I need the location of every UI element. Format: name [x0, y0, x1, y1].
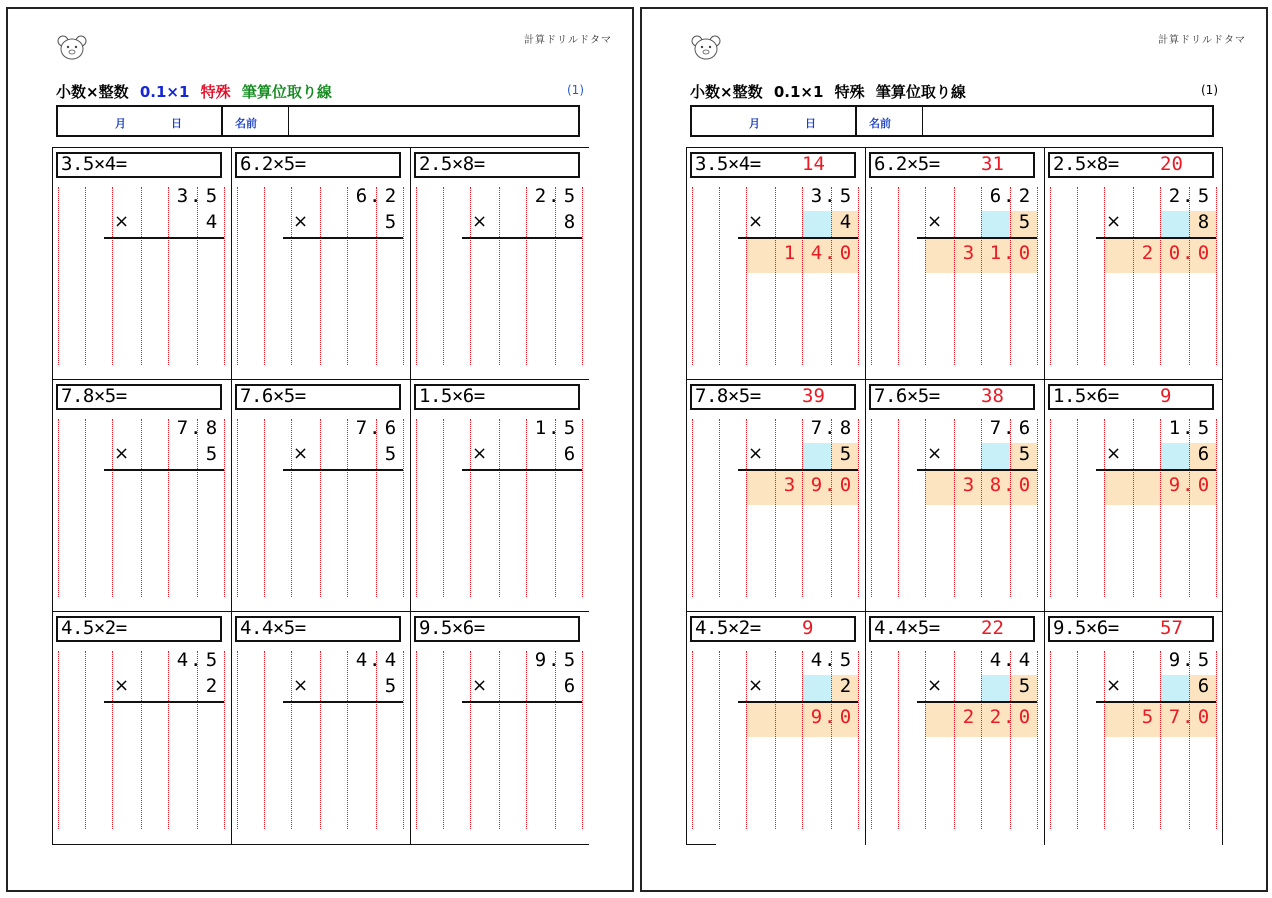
digit-a-dec: 5 — [563, 649, 576, 671]
sheet-number: (1) — [1201, 83, 1218, 97]
month-label: 月 — [749, 117, 760, 130]
answer-text: 14 — [802, 153, 825, 175]
title-topic: 小数×整数 — [690, 83, 763, 101]
digit-a-int: 7 — [176, 417, 189, 439]
problem-sheet — [6, 7, 634, 892]
digit-a-int: 4 — [355, 649, 368, 671]
times-sign: × — [293, 443, 309, 464]
problem-box — [56, 616, 222, 642]
times-sign: × — [472, 675, 488, 696]
name-date-box — [56, 105, 580, 137]
title-special: 特殊 — [200, 83, 231, 101]
digit-a-dec: 2 — [384, 185, 397, 207]
digit-a-int: 6 — [355, 185, 368, 207]
digit-a-dec: 6 — [384, 417, 397, 439]
problem-box — [414, 152, 580, 178]
digit-b: 5 — [205, 443, 218, 465]
answer-text: 22 — [981, 617, 1004, 639]
problem-text: 4.4×5= — [240, 617, 306, 639]
problem-box — [414, 616, 580, 642]
product-ones: 9 — [810, 706, 823, 728]
times-sign: × — [748, 675, 764, 696]
product-dec: 0 — [839, 474, 852, 496]
product-dec: 0 — [839, 242, 852, 264]
answer-sheet — [640, 7, 1268, 892]
problem-text: 1.5×6= — [419, 385, 485, 407]
digit-a-dec: 5 — [205, 185, 218, 207]
page-title — [690, 81, 972, 102]
product-ones: 0 — [1168, 242, 1181, 264]
times-sign: × — [293, 211, 309, 232]
times-sign: × — [927, 443, 943, 464]
title-level: 0.1×1 — [139, 83, 190, 101]
digit-a-int: 7 — [810, 417, 823, 439]
digit-b: 5 — [384, 211, 397, 233]
problem-text: 3.5×4= — [61, 153, 127, 175]
problem-7: 4.5×2= × 4 . 5 2 — [52, 611, 231, 843]
problem-box — [235, 384, 401, 410]
product-ones: 1 — [989, 242, 1002, 264]
digit-b: 5 — [1018, 211, 1031, 233]
product-tens: 3 — [962, 474, 975, 496]
problem-text: 6.2×5= — [874, 153, 940, 175]
digit-a-int: 2 — [534, 185, 547, 207]
digit-b: 2 — [205, 675, 218, 697]
problem-box — [235, 152, 401, 178]
problem-5: 7.6×5= × 7 . 6 5 — [231, 379, 410, 611]
problem-text: 6.2×5= — [240, 153, 306, 175]
page-title — [56, 81, 338, 102]
product-tens: 2 — [962, 706, 975, 728]
product-dec: 0 — [1018, 242, 1031, 264]
answer-1: 3.5×4= 14 × 3 . 5 4 1 4 . 0 — [686, 147, 865, 379]
digit-a-dec: 5 — [839, 649, 852, 671]
month-label: 月 — [115, 117, 126, 130]
problem-text: 2.5×8= — [1053, 153, 1119, 175]
digit-a-dec: 5 — [1197, 185, 1210, 207]
answer-text: 9 — [1160, 385, 1172, 407]
digit-a-int: 9 — [1168, 649, 1181, 671]
problem-box — [690, 152, 856, 178]
product-ones: 9 — [1168, 474, 1181, 496]
digit-a-dec: 5 — [1197, 649, 1210, 671]
product-tens: 2 — [1141, 242, 1154, 264]
problem-text: 4.5×2= — [695, 617, 761, 639]
answer-5: 7.6×5= 38 × 7 . 6 5 3 8 . 0 — [865, 379, 1044, 611]
digit-a-int: 7 — [989, 417, 1002, 439]
title-method: 筆算位取り線 — [241, 83, 332, 101]
digit-a-dec: 8 — [839, 417, 852, 439]
digit-b: 5 — [384, 675, 397, 697]
bear-face-icon — [56, 33, 88, 61]
brand-name: 計算ドリルドタマ — [1158, 35, 1246, 46]
problem-box — [1048, 152, 1214, 178]
product-tens: 3 — [783, 474, 796, 496]
digit-a-int: 7 — [355, 417, 368, 439]
digit-b: 5 — [384, 443, 397, 465]
digit-b: 5 — [839, 443, 852, 465]
answer-text: 57 — [1160, 617, 1183, 639]
problem-2: 6.2×5= × 6 . 2 5 — [231, 147, 410, 379]
answer-8: 4.4×5= 22 × 4 . 4 5 2 2 . 0 — [865, 611, 1044, 843]
digit-a-dec: 5 — [205, 649, 218, 671]
digit-b: 5 — [1018, 675, 1031, 697]
product-ones: 7 — [1168, 706, 1181, 728]
digit-b: 6 — [563, 443, 576, 465]
problem-6: 1.5×6= × 1 . 5 6 — [410, 379, 589, 611]
answer-7: 4.5×2= 9 × 4 . 5 2 9 . 0 — [686, 611, 865, 843]
times-sign: × — [748, 211, 764, 232]
digit-a-int: 4 — [989, 649, 1002, 671]
product-dec: 0 — [1197, 706, 1210, 728]
digit-b: 6 — [1197, 675, 1210, 697]
digit-a-int: 2 — [1168, 185, 1181, 207]
digit-a-dec: 4 — [1018, 649, 1031, 671]
answer-grid — [686, 147, 1223, 845]
answer-text: 31 — [981, 153, 1004, 175]
product-ones: 9 — [810, 474, 823, 496]
problem-4: 7.8×5= × 7 . 8 5 — [52, 379, 231, 611]
problem-3: 2.5×8= × 2 . 5 8 — [410, 147, 589, 379]
name-label: 名前 — [869, 117, 891, 130]
digit-a-int: 1 — [534, 417, 547, 439]
product-dec: 0 — [1018, 474, 1031, 496]
problem-8: 4.4×5= × 4 . 4 5 — [231, 611, 410, 843]
sheet-number: (1) — [567, 83, 584, 97]
problem-text: 2.5×8= — [419, 153, 485, 175]
problem-box — [414, 384, 580, 410]
problem-box — [56, 152, 222, 178]
name-date-box — [690, 105, 1214, 137]
problem-box — [1048, 384, 1214, 410]
answer-text: 20 — [1160, 153, 1183, 175]
bear-face-icon — [690, 33, 722, 61]
digit-a-int: 3 — [176, 185, 189, 207]
problem-box — [690, 616, 856, 642]
day-label: 日 — [805, 117, 816, 130]
digit-b: 8 — [1197, 211, 1210, 233]
answer-3: 2.5×8= 20 × 2 . 5 8 2 0 . 0 — [1044, 147, 1223, 379]
times-sign: × — [114, 675, 130, 696]
answer-2: 6.2×5= 31 × 6 . 2 5 3 1 . 0 — [865, 147, 1044, 379]
problem-text: 9.5×6= — [1053, 617, 1119, 639]
day-label: 日 — [171, 117, 182, 130]
digit-a-dec: 5 — [563, 185, 576, 207]
problem-box — [869, 384, 1035, 410]
product-ones: 4 — [810, 242, 823, 264]
date-field[interactable] — [58, 107, 223, 135]
problem-text: 7.6×5= — [874, 385, 940, 407]
times-sign: × — [1106, 675, 1122, 696]
times-sign: × — [1106, 211, 1122, 232]
digit-b: 5 — [1018, 443, 1031, 465]
problem-box — [869, 152, 1035, 178]
digit-a-int: 3 — [810, 185, 823, 207]
digit-a-int: 9 — [534, 649, 547, 671]
digit-b: 4 — [839, 211, 852, 233]
problem-box — [690, 384, 856, 410]
times-sign: × — [1106, 443, 1122, 464]
digit-a-dec: 5 — [563, 417, 576, 439]
problem-box — [56, 384, 222, 410]
digit-a-dec: 2 — [1018, 185, 1031, 207]
times-sign: × — [927, 675, 943, 696]
problem-text: 4.4×5= — [874, 617, 940, 639]
product-tens: 5 — [1141, 706, 1154, 728]
product-dec: 0 — [1197, 242, 1210, 264]
digit-a-dec: 8 — [205, 417, 218, 439]
problem-box — [235, 616, 401, 642]
problem-text: 9.5×6= — [419, 617, 485, 639]
title-topic: 小数×整数 — [56, 83, 129, 101]
digit-a-dec: 5 — [1197, 417, 1210, 439]
times-sign: × — [472, 211, 488, 232]
problem-box — [1048, 616, 1214, 642]
title-special: 特殊 — [834, 83, 865, 101]
digit-a-dec: 4 — [384, 649, 397, 671]
problem-box — [869, 616, 1035, 642]
product-tens: 3 — [962, 242, 975, 264]
problem-grid — [52, 147, 589, 845]
answer-9: 9.5×6= 57 × 9 . 5 6 5 7 . 0 — [1044, 611, 1223, 843]
problem-text: 7.6×5= — [240, 385, 306, 407]
times-sign: × — [748, 443, 764, 464]
answer-text: 39 — [802, 385, 825, 407]
product-ones: 8 — [989, 474, 1002, 496]
digit-b: 6 — [1197, 443, 1210, 465]
times-sign: × — [927, 211, 943, 232]
name-label-cell — [857, 107, 923, 135]
product-dec: 0 — [1197, 474, 1210, 496]
digit-b: 2 — [839, 675, 852, 697]
digit-a-dec: 5 — [839, 185, 852, 207]
digit-a-int: 6 — [989, 185, 1002, 207]
product-tens: 1 — [783, 242, 796, 264]
times-sign: × — [293, 675, 309, 696]
problem-text: 3.5×4= — [695, 153, 761, 175]
times-sign: × — [472, 443, 488, 464]
digit-a-int: 1 — [1168, 417, 1181, 439]
name-label: 名前 — [235, 117, 257, 130]
problem-text: 7.8×5= — [695, 385, 761, 407]
times-sign: × — [114, 211, 130, 232]
problem-text: 1.5×6= — [1053, 385, 1119, 407]
problem-9: 9.5×6= × 9 . 5 6 — [410, 611, 589, 843]
answer-4: 7.8×5= 39 × 7 . 8 5 3 9 . 0 — [686, 379, 865, 611]
digit-b: 4 — [205, 211, 218, 233]
product-ones: 2 — [989, 706, 1002, 728]
product-dec: 0 — [839, 706, 852, 728]
problem-1: 3.5×4= × 3 . 5 4 — [52, 147, 231, 379]
title-level: 0.1×1 — [773, 83, 824, 101]
times-sign: × — [114, 443, 130, 464]
problem-text: 7.8×5= — [61, 385, 127, 407]
brand-name: 計算ドリルドタマ — [524, 35, 612, 46]
answer-text: 9 — [802, 617, 814, 639]
problem-text: 4.5×2= — [61, 617, 127, 639]
digit-a-int: 4 — [810, 649, 823, 671]
digit-b: 6 — [563, 675, 576, 697]
digit-a-dec: 6 — [1018, 417, 1031, 439]
answer-6: 1.5×6= 9 × 1 . 5 6 9 . 0 — [1044, 379, 1223, 611]
digit-a-int: 4 — [176, 649, 189, 671]
product-dec: 0 — [1018, 706, 1031, 728]
digit-b: 8 — [563, 211, 576, 233]
date-field[interactable] — [692, 107, 857, 135]
answer-text: 38 — [981, 385, 1004, 407]
title-method: 筆算位取り線 — [875, 83, 966, 101]
name-label-cell — [223, 107, 289, 135]
